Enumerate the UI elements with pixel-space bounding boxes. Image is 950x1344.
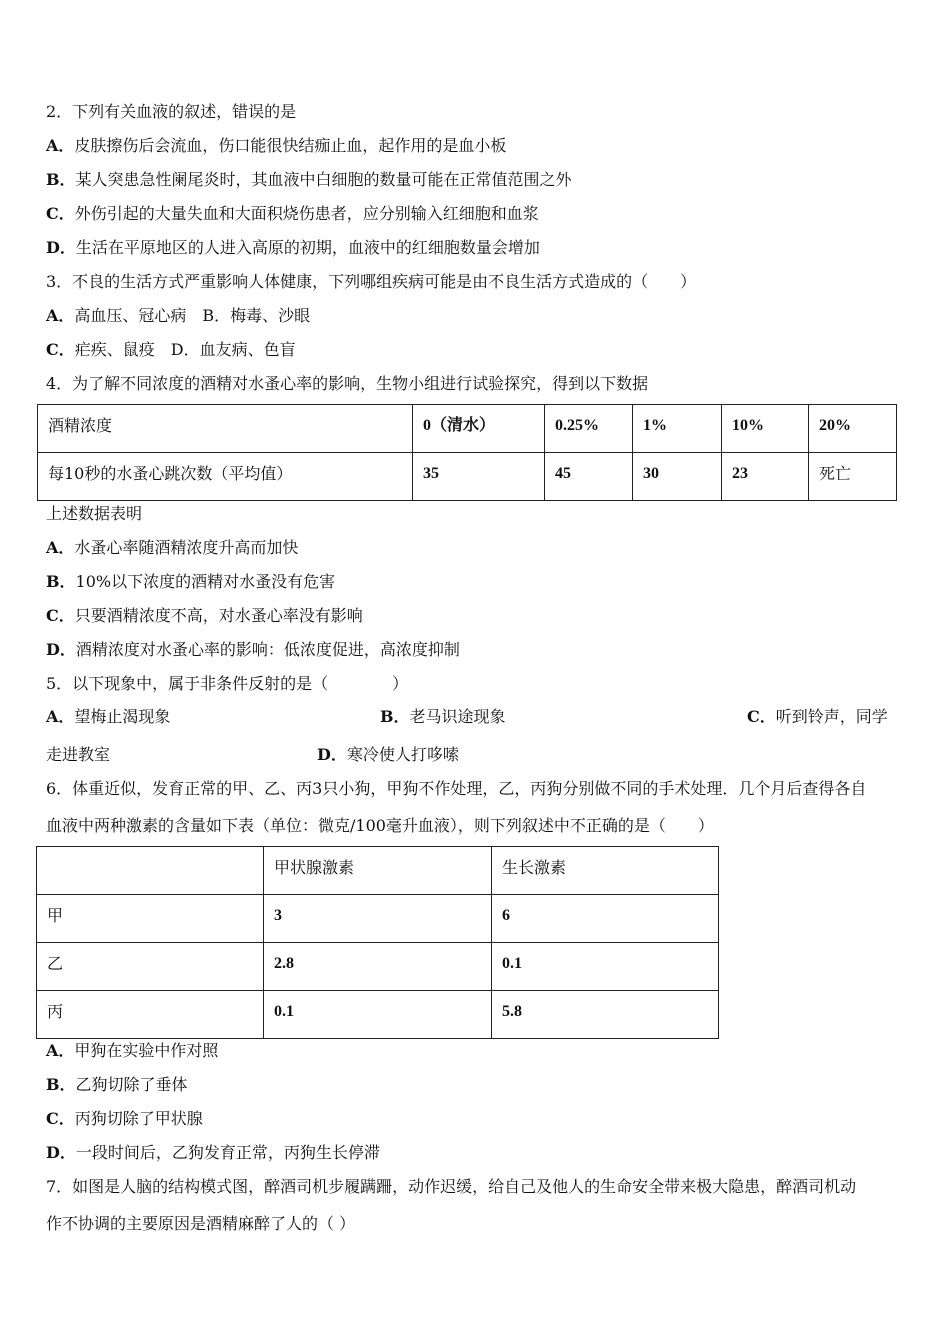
q4-stem: 4．为了解不同浓度的酒精对水蚤心率的影响，生物小组进行试验探究，得到以下数据	[46, 374, 649, 393]
q5-option-c-cont: 走进教室	[46, 745, 111, 764]
q6-table-row	[37, 943, 719, 991]
q6-cell: 丙	[37, 991, 264, 1039]
q3-stem: 3．不良的生活方式严重影响人体健康，下列哪组疾病可能是由不良生活方式造成的（ ）	[46, 272, 697, 291]
q4-cell: 20%	[809, 405, 897, 453]
q4-option-a: A．水蚤心率随酒精浓度升高而加快	[46, 538, 299, 557]
q5-option-a: A．望梅止渴现象	[46, 707, 171, 726]
q6-cell: 乙	[37, 943, 264, 991]
q2-option-d: D．生活在平原地区的人进入高原的初期，血液中的红细胞数量会增加	[46, 238, 540, 257]
q6-table-row	[37, 895, 719, 943]
q6-option-a: A．甲狗在实验中作对照	[46, 1041, 219, 1060]
q4-table-row	[38, 453, 897, 501]
q4-option-b: B．10%以下浓度的酒精对水蚤没有危害	[46, 572, 336, 591]
q2-option-a: A．皮肤擦伤后会流血，伤口能很快结痂止血，起作用的是血小板	[46, 136, 507, 155]
q5-option-c: C．听到铃声，同学	[747, 707, 888, 726]
q3-options-ab: A．高血压、冠心病 B．梅毒、沙眼	[46, 306, 311, 325]
q4-after-text: 上述数据表明	[46, 504, 143, 523]
q2-option-c: C．外伤引起的大量失血和大面积烧伤患者，应分别输入红细胞和血浆	[46, 204, 539, 223]
q7-stem-line2: 作不协调的主要原因是酒精麻醉了人的（ ）	[46, 1214, 356, 1233]
q6-cell: 0.1	[264, 991, 492, 1039]
q6-cell	[37, 847, 264, 895]
q3-options-cd: C．疟疾、鼠疫 D．血友病、色盲	[46, 340, 296, 359]
q6-option-d: D．一段时间后，乙狗发育正常，丙狗生长停滞	[46, 1143, 380, 1162]
q4-cell: 45	[545, 453, 633, 501]
q4-data-table	[37, 404, 897, 501]
q5-option-b: B．老马识途现象	[380, 707, 506, 726]
q2-option-b: B．某人突患急性阑尾炎时，其血液中白细胞的数量可能在正常值范围之外	[46, 170, 572, 189]
q2-stem: 2．下列有关血液的叙述，错误的是	[46, 102, 297, 121]
q4-cell: 死亡	[809, 453, 897, 501]
q4-cell: 1%	[633, 405, 722, 453]
q4-cell: 0（清水）	[413, 405, 545, 453]
q6-stem-line2: 血液中两种激素的含量如下表（单位：微克/100毫升血液），则下列叙述中不正确的是（ ）	[46, 816, 714, 835]
q7-stem-line1: 7．如图是人脑的结构模式图，醉酒司机步履蹒跚，动作迟缓，给自己及他人的生命安全带来极大隐患，醉酒司机动	[46, 1177, 857, 1196]
q4-option-d: D．酒精浓度对水蚤心率的影响：低浓度促进，高浓度抑制	[46, 640, 460, 659]
q6-cell: 甲状腺激素	[264, 847, 492, 895]
q6-cell: 0.1	[492, 943, 719, 991]
q6-option-b: B．乙狗切除了垂体	[46, 1075, 188, 1094]
q5-stem: 5．以下现象中，属于非条件反射的是（ ）	[46, 674, 409, 693]
q6-cell: 6	[492, 895, 719, 943]
q6-option-c: C．丙狗切除了甲状腺	[46, 1109, 203, 1128]
q4-cell: 23	[722, 453, 809, 501]
q4-cell: 每10秒的水蚤心跳次数（平均值）	[38, 453, 413, 501]
q6-table-row	[37, 991, 719, 1039]
q4-cell: 0.25%	[545, 405, 633, 453]
q4-cell: 35	[413, 453, 545, 501]
q6-cell: 5.8	[492, 991, 719, 1039]
q4-option-c: C．只要酒精浓度不高，对水蚤心率没有影响	[46, 606, 363, 625]
q4-cell: 酒精浓度	[38, 405, 413, 453]
q4-cell: 30	[633, 453, 722, 501]
q6-cell: 3	[264, 895, 492, 943]
q6-hormone-table	[36, 846, 719, 1039]
q6-cell: 甲	[37, 895, 264, 943]
q4-table-row	[38, 405, 897, 453]
q4-cell: 10%	[722, 405, 809, 453]
q5-option-d: D．寒冷使人打哆嗦	[317, 745, 459, 764]
q6-cell: 生长激素	[492, 847, 719, 895]
q6-stem-line1: 6．体重近似，发育正常的甲、乙、丙3只小狗，甲狗不作处理，乙，丙狗分别做不同的手术处理．几个月后查得各自	[46, 779, 867, 798]
q6-cell: 2.8	[264, 943, 492, 991]
q6-table-row	[37, 847, 719, 895]
